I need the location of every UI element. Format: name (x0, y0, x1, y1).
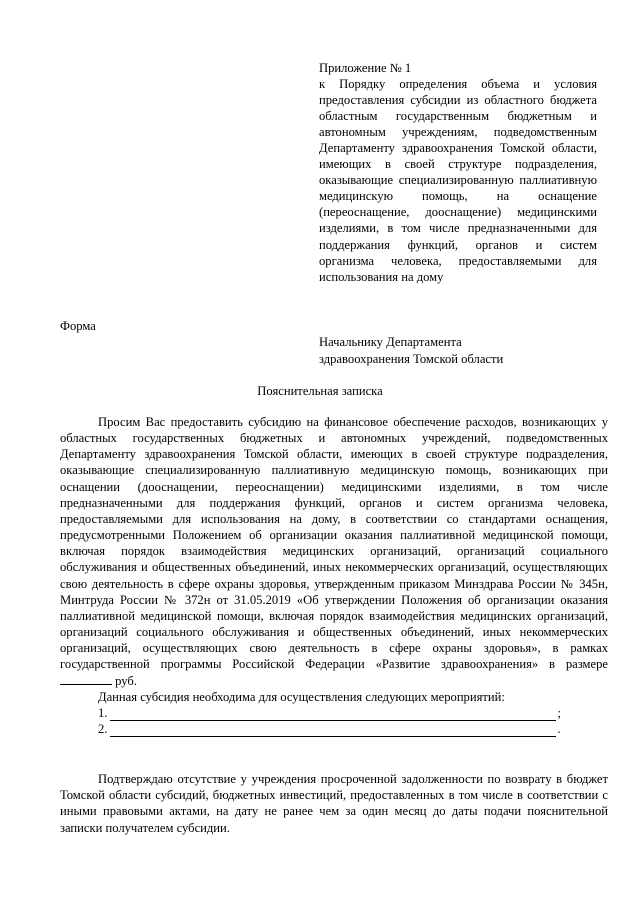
measure-row-1 (60, 705, 608, 721)
main-text (60, 414, 608, 737)
measure-number: 1. (98, 705, 108, 720)
confirmation-block (60, 771, 608, 836)
form-label: Форма (60, 319, 96, 333)
currency-label: руб. (115, 673, 137, 688)
measure-blank-line (110, 725, 556, 737)
addressee-line-1: Начальнику Департамента (319, 335, 462, 349)
request-text: Просим Вас предоставить субсидию на финансовое обеспечение расходов, возникающих у областных государственных бюджетных и автономных учреждений, подведомственных Департаменту здравоохранения Томской области, имеющих в своей структуре подразделения, оказывающие специализированную паллиативную медицинскую помощь, возникающих при оснащении (дооснащении, переоснащении) медицинскими изделиями, в том числе предназначенными для поддержания функций, органов и систем организма человека, предоставляемыми для использования на дому, в соответствии со стандартами оснащения, предусмотренными Положением об организации оказания паллиативной медицинской помощи, включая порядок взаимодействия медицинских организаций, организаций социального обслуживания и общественных объединений, иных некоммерческих организаций, осуществляющих свою деятельность в сфере охраны здоровья, утвержденным приказом Минздрава России № 345н, Минтруда России № 372н от 31.05.2019 «Об утверждении Положения об организации оказания паллиативной медицинской помощи, включая порядок взаимодействия медицинских организаций, организаций социального обслуживания и общественных объединений, иных некоммерческих организаций, осуществляющих свою деятельность в сфере охраны здоровья», в рамках государственной программы Российской Федерации «Развитие здравоохранения» в размере (60, 415, 608, 672)
request-paragraph (60, 414, 608, 689)
appendix-title: Приложение № 1 (319, 61, 412, 75)
measure-row-2 (60, 721, 608, 737)
amount-blank (60, 673, 112, 685)
appendix-block (319, 60, 597, 285)
measure-blank-line (110, 709, 556, 721)
addressee-block (319, 334, 597, 368)
measure-number: 2. (98, 721, 108, 736)
addressee-line-2: здравоохранения Томской области (319, 352, 504, 366)
appendix-text: к Порядку определения объема и условия предоставления субсидии из областного бюджета областным государственным бюджетным и автономным учреждениям, подведомственным Департаменту здравоохранения Томской области, имеющих в своей структуре подразделения, оказывающие специализированную паллиативную медицинскую помощь, на оснащение (переоснащение, дооснащение) медицинскими изделиями, в том числе предназначенными для поддержания функций, органов и систем организма человека, предоставляемыми для использования на дому (319, 77, 597, 284)
document-title: Пояснительная записка (257, 384, 383, 398)
measure-end-mark: ; (557, 705, 561, 720)
measure-end-mark: . (557, 721, 561, 736)
confirmation-paragraph: Подтверждаю отсутствие у учреждения просроченной задолженности по возврату в бюджет Томской области субсидий, бюджетных инвестиций, предоставленных в том числе в соответствии с иными правовыми актами, на дату не ранее чем за один месяц до даты подачи пояснительной записки получателем субсидии. (60, 772, 608, 835)
measures-intro: Данная субсидия необходима для осуществления следующих мероприятий: (98, 689, 505, 704)
